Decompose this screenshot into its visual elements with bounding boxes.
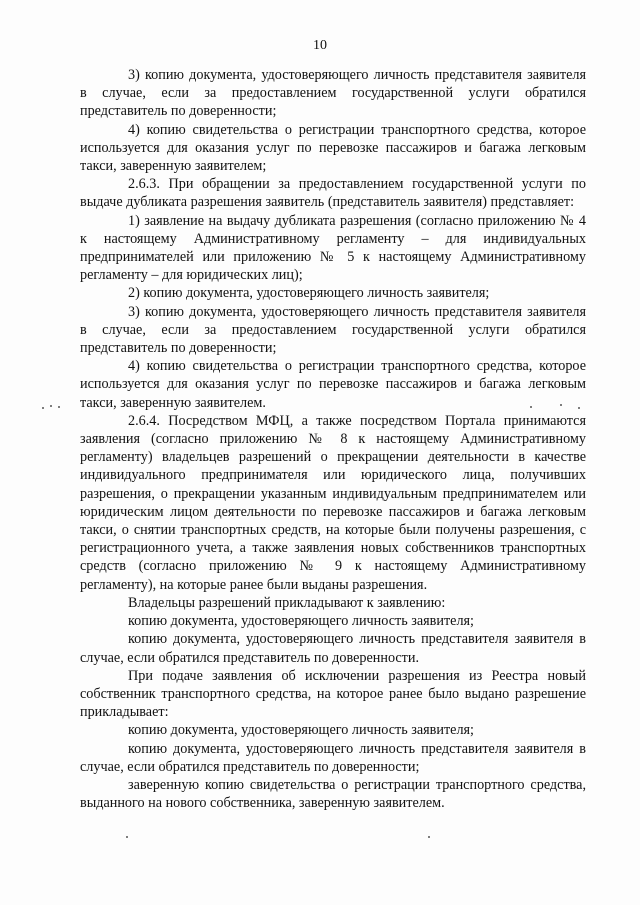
scan-speck xyxy=(560,404,562,406)
paragraph: 1) заявление на выдачу дубликата разрешения (согласно приложению № 4 к настоящему Административному регламенту – для индивидуальных предпринимателей или приложению № 5 к настоящему Административному регламенту – для юридических лиц); xyxy=(80,212,586,284)
page-number: 10 xyxy=(313,38,327,53)
scan-speck xyxy=(42,407,44,409)
paragraph: копию документа, удостоверяющего личность заявителя; xyxy=(128,613,474,630)
paragraph: 2.6.3. При обращении за предоставлением государственной услуги по выдаче дубликата разрешения заявитель (представитель заявителя) представляет: xyxy=(80,176,586,211)
scan-speck xyxy=(126,836,128,838)
paragraph: копию документа, удостоверяющего личность представителя заявителя в случае, если обратился представитель по доверенности. xyxy=(80,631,586,666)
scan-speck xyxy=(58,406,60,408)
paragraph: Владельцы разрешений прикладывают к заявлению: xyxy=(128,594,446,611)
scan-speck xyxy=(578,407,580,409)
paragraph: копию документа, удостоверяющего личность представителя заявителя в случае, если обратился представитель по доверенности; xyxy=(80,740,586,775)
paragraph: 4) копию свидетельства о регистрации транспортного средства, которое используется для оказания услуг по перевозке пассажиров и багажа легковым такси, заверенную заявителем; xyxy=(80,121,586,175)
paragraph: 3) копию документа, удостоверяющего личность представителя заявителя в случае, если за предоставлением государственной услуги обратился представитель по доверенности; xyxy=(80,303,586,357)
paragraph: 2.6.4. Посредством МФЦ, а также посредством Портала принимаются заявления (согласно приложению № 8 к настоящему Административному регламенту) владельцев разрешений о прекращении деятельности в качестве индивидуального предпринимателя или юридического лица, получивших разрешения, о прекращении указанным индивидуальным предпринимателем или юридическим лицом деятельности по перевозке пассажиров и багажа легковым такси, о снятии транспортных средств, на которые были получены разрешения, с регистрационного учета, а также заявления новых собственников транспортных средств (согласно приложению № 9 к настоящему Административному регламенту), на которые ранее были выданы разрешения. xyxy=(80,412,586,593)
scan-speck xyxy=(50,405,52,407)
scan-speck xyxy=(530,406,532,408)
paragraph: копию документа, удостоверяющего личность заявителя; xyxy=(128,722,474,739)
scan-speck xyxy=(428,836,430,838)
paragraph: 4) копию свидетельства о регистрации транспортного средства, которое используется для оказания услуг по перевозке пассажиров и багажа легковым такси, заверенную заявителем. xyxy=(80,358,586,411)
paragraph: 3) копию документа, удостоверяющего личность представителя заявителя в случае, если за предоставлением государственной услуги обратился представитель по доверенности; xyxy=(80,67,586,120)
paragraph: 2) копию документа, удостоверяющего личность заявителя; xyxy=(128,285,490,302)
paragraph: При подаче заявления об исключении разрешения из Реестра новый собственник транспортного средства, на которое ранее было выдано разрешение прикладывает: xyxy=(80,667,586,721)
document-body xyxy=(80,66,586,812)
paragraph: заверенную копию свидетельства о регистрации транспортного средства, выданного на нового собственника, заверенную заявителем. xyxy=(80,776,586,812)
